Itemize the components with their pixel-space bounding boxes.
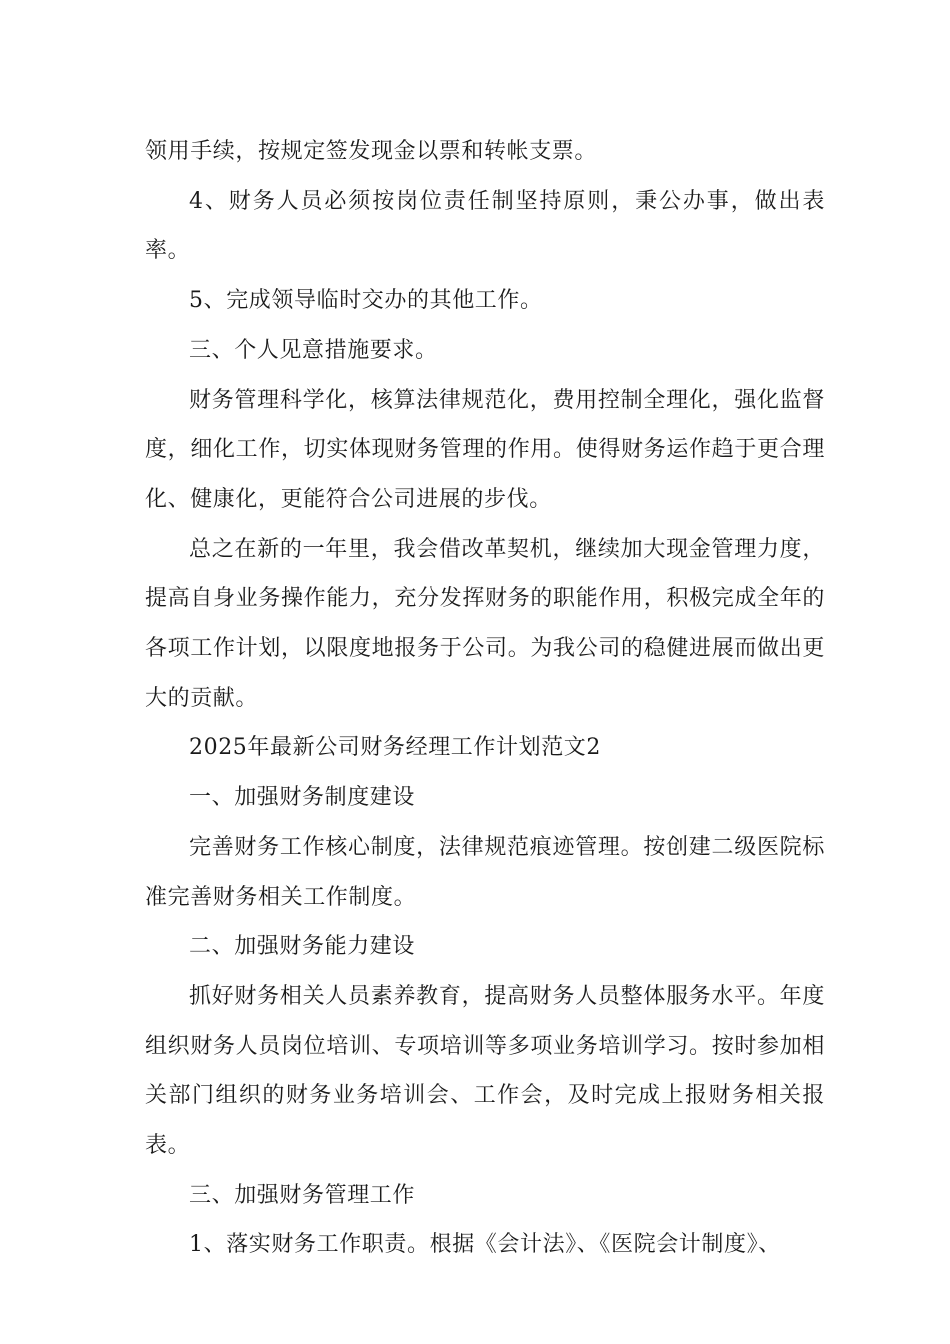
paragraph: 总之在新的一年里，我会借改革契机，继续加大现金管理力度，提高自身业务操作能力，充分发挥财务的职能作用，积极完成全年的各项工作计划，以限度地报务于公司。为我公司的稳健进展而做出更大的贡献。 — [145, 536, 825, 711]
document-body — [145, 127, 825, 1270]
paragraph: 抓好财务相关人员素养教育，提高财务人员整体服务水平。年度组织财务人员岗位培训、专项培训等多项业务培训学习。按时参加相关部门组织的财务业务培训会、工作会，及时完成上报财务相关报表。 — [145, 983, 825, 1159]
section-heading: 三、个人见意措施要求。 — [189, 337, 438, 363]
document-title: 2025年最新公司财务经理工作计划范文2 — [189, 735, 601, 761]
section-heading: 三、加强财务管理工作 — [189, 1182, 416, 1208]
section-heading: 二、加强财务能力建设 — [189, 934, 416, 960]
paragraph: 完善财务工作核心制度，法律规范痕迹管理。按创建二级医院标准完善财务相关工作制度。 — [145, 834, 825, 910]
paragraph: 5、完成领导临时交办的其他工作。 — [189, 288, 543, 314]
paragraph: 4、财务人员必须按岗位责任制坚持原则，秉公办事，做出表率。 — [145, 188, 825, 264]
paragraph: 财务管理科学化，核算法律规范化，费用控制全理化，强化监督度，细化工作，切实体现财务管理的作用。使得财务运作趋于更合理化、健康化，更能符合公司进展的步伐。 — [145, 387, 825, 512]
paragraph: 领用手续，按规定签发现金以票和转帐支票。 — [145, 139, 598, 164]
paragraph: 1、落实财务工作职责。根据《会计法》、《医院会计制度》、 — [189, 1232, 781, 1258]
section-heading: 一、加强财务制度建设 — [189, 785, 416, 811]
